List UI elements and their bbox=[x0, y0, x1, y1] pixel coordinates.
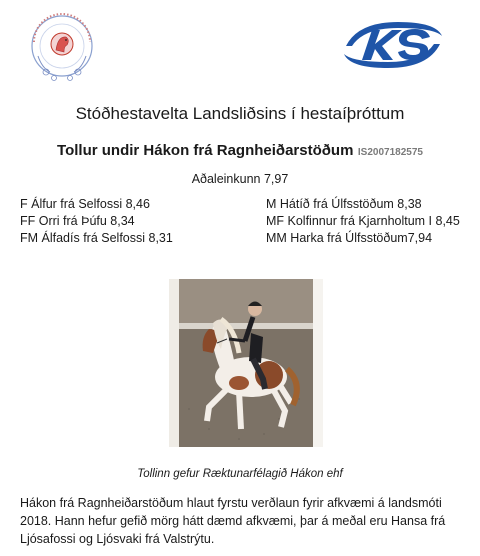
pedigree-sire-sire: FF Orri frá Þúfu 8,34 bbox=[20, 214, 135, 228]
horse-photo bbox=[169, 279, 323, 447]
horse-and-rider-photo-icon bbox=[169, 279, 323, 447]
pedigree-dam-sire: MF Kolfinnur frá Kjarnholtum I 8,45 bbox=[266, 214, 460, 228]
horse-name: Tollur undir Hákon frá Ragnheiðarstöðum bbox=[57, 142, 354, 159]
association-seal-logo bbox=[20, 12, 104, 84]
page-title: Stóðhestavelta Landsliðsins í hestaíþróttum bbox=[75, 104, 405, 123]
horse-association-seal-icon bbox=[20, 12, 104, 84]
ks-logo-icon bbox=[338, 16, 448, 74]
pedigree-sire: F Álfur frá Selfossi 8,46 bbox=[20, 197, 150, 211]
main-score: Aðaleinkunn 7,97 bbox=[191, 172, 289, 186]
pedigree-dam-side bbox=[266, 196, 460, 247]
registration-number: IS2007182575 bbox=[357, 147, 423, 158]
pedigree-dam-dam: MM Harka frá Úlfsstöðum7,94 bbox=[266, 231, 433, 245]
description-paragraph: Hákon frá Ragnheiðarstöðum hlaut fyrstu verðlaun fyrir afkvæmi á landsmóti 2018. Hann hefur gefið mörg hátt dæmd afkvæmi, þar á meðal eru Hansa frá Ljósafossi og Ljósvaki frá Valstrýtu. bbox=[20, 496, 446, 546]
pedigree-dam: M Hátíð frá Úlfsstöðum 8,38 bbox=[266, 197, 422, 211]
ks-logo bbox=[338, 16, 448, 74]
pedigree-sire-dam: FM Álfadís frá Selfossi 8,31 bbox=[20, 231, 173, 245]
photo-caption: Tollinn gefur Ræktunarfélagið Hákon ehf bbox=[137, 468, 343, 480]
horse-heading bbox=[0, 142, 480, 160]
pedigree-sire-side bbox=[20, 196, 173, 247]
